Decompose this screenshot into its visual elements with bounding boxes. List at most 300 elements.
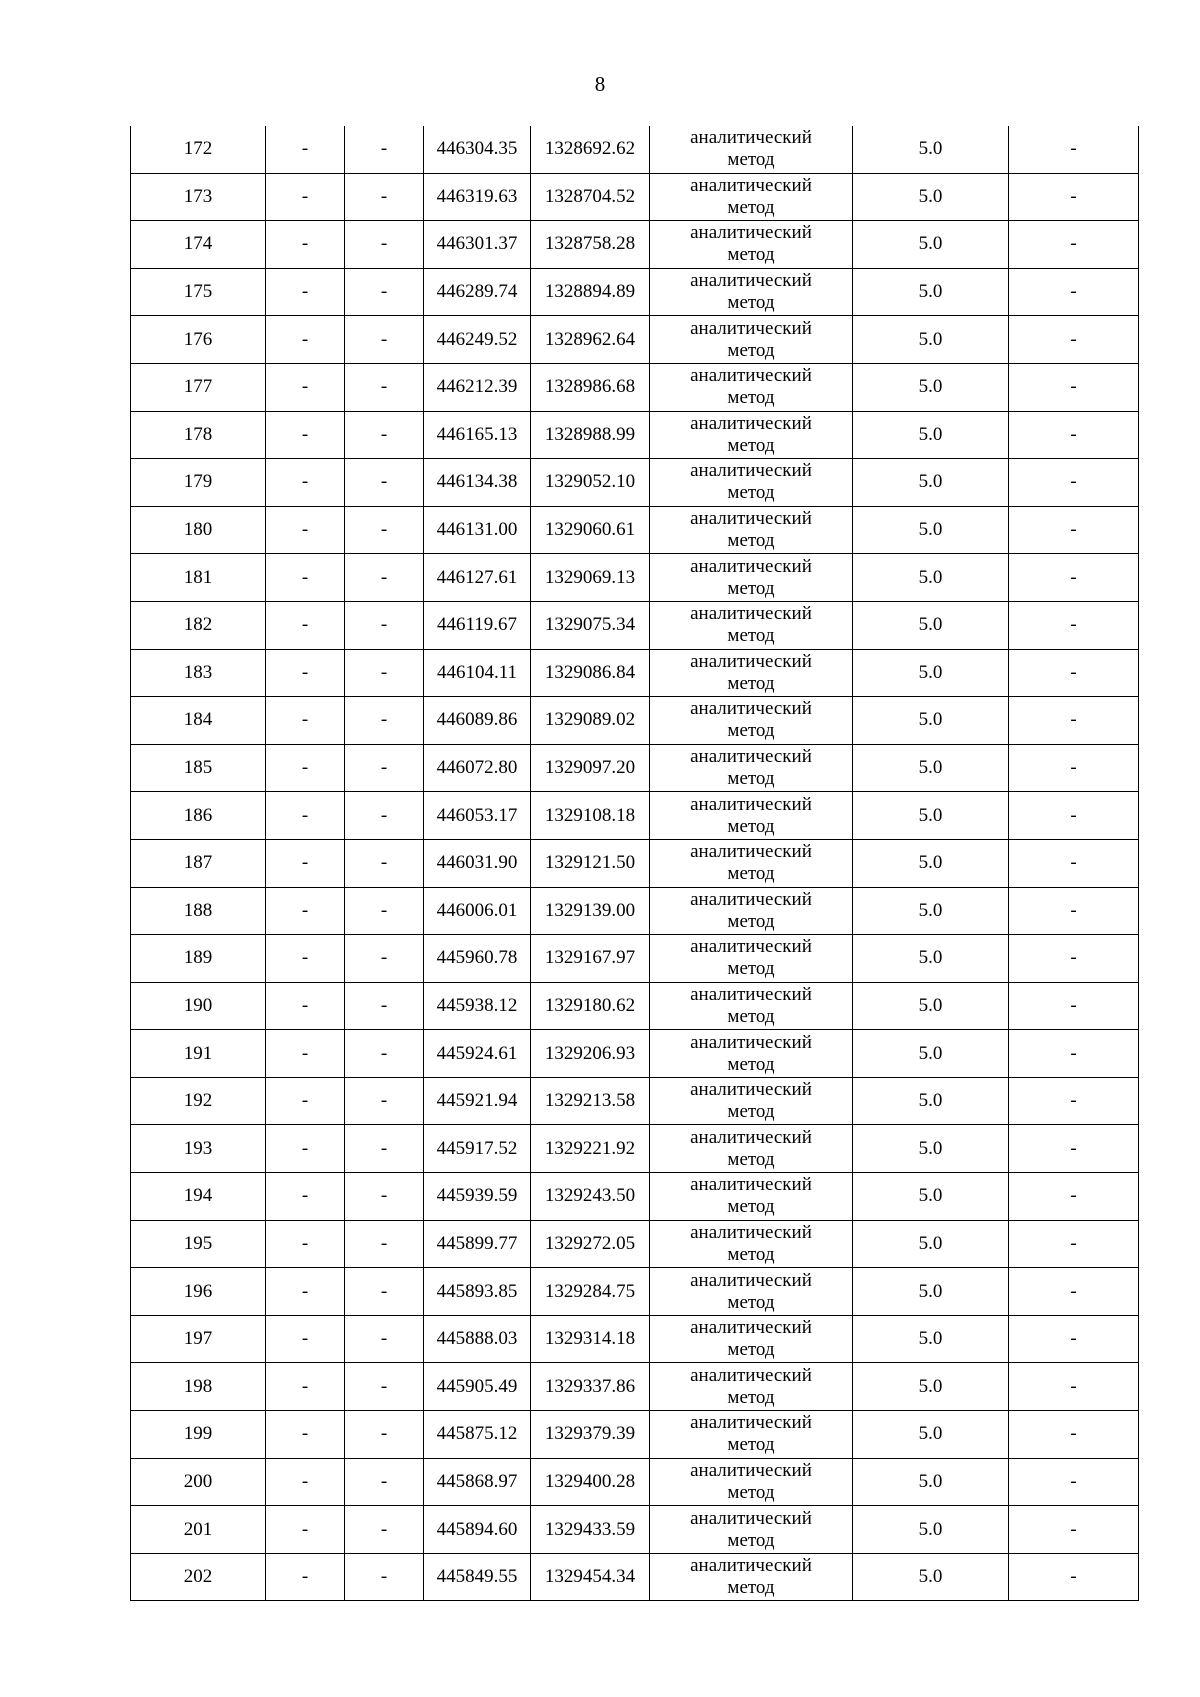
empty-value-cell: - <box>266 1363 345 1411</box>
accuracy-cell: 5.0 <box>853 1458 1009 1506</box>
accuracy-cell: 5.0 <box>853 1220 1009 1268</box>
table-row <box>131 744 1139 792</box>
y-coordinate-cell: 1328704.52 <box>531 173 650 221</box>
table-row <box>131 697 1139 745</box>
method-line: аналитический <box>690 317 812 339</box>
y-coordinate-cell: 1329433.59 <box>531 1506 650 1554</box>
point-number-cell: 175 <box>131 268 266 316</box>
empty-value-cell: - <box>345 173 424 221</box>
method-cell <box>650 554 853 602</box>
y-coordinate-cell: 1329379.39 <box>531 1411 650 1459</box>
note-cell: - <box>1009 839 1139 887</box>
x-coordinate-cell: 445894.60 <box>424 1506 531 1554</box>
method-line: аналитический <box>690 1221 812 1243</box>
point-number-cell: 200 <box>131 1458 266 1506</box>
empty-value-cell: - <box>345 935 424 983</box>
empty-value-cell: - <box>266 649 345 697</box>
y-coordinate-cell: 1329086.84 <box>531 649 650 697</box>
note-cell: - <box>1009 1315 1139 1363</box>
table-row <box>131 1220 1139 1268</box>
empty-value-cell: - <box>266 363 345 411</box>
note-cell: - <box>1009 1220 1139 1268</box>
y-coordinate-cell: 1328692.62 <box>531 126 650 173</box>
empty-value-cell: - <box>266 1125 345 1173</box>
method-line: метод <box>727 1434 775 1456</box>
method-line: метод <box>727 1196 775 1218</box>
note-cell: - <box>1009 1077 1139 1125</box>
x-coordinate-cell: 446131.00 <box>424 506 531 554</box>
y-coordinate-cell: 1328962.64 <box>531 316 650 364</box>
method-cell <box>650 744 853 792</box>
table-row <box>131 1363 1139 1411</box>
y-coordinate-cell: 1329337.86 <box>531 1363 650 1411</box>
point-number-cell: 184 <box>131 697 266 745</box>
table-row <box>131 126 1139 173</box>
method-cell <box>650 887 853 935</box>
empty-value-cell: - <box>266 1553 345 1601</box>
method-cell <box>650 1506 853 1554</box>
method-line: аналитический <box>690 270 812 292</box>
empty-value-cell: - <box>345 1173 424 1221</box>
accuracy-cell: 5.0 <box>853 1268 1009 1316</box>
note-cell: - <box>1009 459 1139 507</box>
method-line: аналитический <box>690 174 812 196</box>
method-line: аналитический <box>690 1555 812 1577</box>
point-number-cell: 180 <box>131 506 266 554</box>
x-coordinate-cell: 446289.74 <box>424 268 531 316</box>
method-cell <box>650 411 853 459</box>
table-row <box>131 1315 1139 1363</box>
method-line: метод <box>727 1577 775 1599</box>
point-number-cell: 198 <box>131 1363 266 1411</box>
accuracy-cell: 5.0 <box>853 411 1009 459</box>
table-row <box>131 411 1139 459</box>
accuracy-cell: 5.0 <box>853 221 1009 269</box>
empty-value-cell: - <box>345 1030 424 1078</box>
y-coordinate-cell: 1329089.02 <box>531 697 650 745</box>
note-cell: - <box>1009 1268 1139 1316</box>
table-row <box>131 601 1139 649</box>
note-cell: - <box>1009 601 1139 649</box>
empty-value-cell: - <box>266 221 345 269</box>
method-line: аналитический <box>690 1412 812 1434</box>
method-cell <box>650 1268 853 1316</box>
empty-value-cell: - <box>345 1125 424 1173</box>
accuracy-cell: 5.0 <box>853 363 1009 411</box>
method-line: аналитический <box>690 1126 812 1148</box>
x-coordinate-cell: 445921.94 <box>424 1077 531 1125</box>
accuracy-cell: 5.0 <box>853 459 1009 507</box>
method-line: аналитический <box>690 1317 812 1339</box>
empty-value-cell: - <box>345 887 424 935</box>
note-cell: - <box>1009 935 1139 983</box>
table-row <box>131 649 1139 697</box>
x-coordinate-cell: 445899.77 <box>424 1220 531 1268</box>
table-row <box>131 1125 1139 1173</box>
empty-value-cell: - <box>266 316 345 364</box>
empty-value-cell: - <box>345 649 424 697</box>
accuracy-cell: 5.0 <box>853 935 1009 983</box>
method-line: метод <box>727 1148 775 1170</box>
y-coordinate-cell: 1329221.92 <box>531 1125 650 1173</box>
table-row <box>131 1553 1139 1601</box>
method-line: аналитический <box>690 1174 812 1196</box>
point-number-cell: 178 <box>131 411 266 459</box>
table-row <box>131 554 1139 602</box>
empty-value-cell: - <box>266 601 345 649</box>
point-number-cell: 193 <box>131 1125 266 1173</box>
accuracy-cell: 5.0 <box>853 1173 1009 1221</box>
method-line: аналитический <box>690 555 812 577</box>
empty-value-cell: - <box>345 1077 424 1125</box>
y-coordinate-cell: 1329454.34 <box>531 1553 650 1601</box>
method-line: аналитический <box>690 1031 812 1053</box>
point-number-cell: 191 <box>131 1030 266 1078</box>
empty-value-cell: - <box>266 268 345 316</box>
point-number-cell: 197 <box>131 1315 266 1363</box>
method-line: метод <box>727 339 775 361</box>
x-coordinate-cell: 446165.13 <box>424 411 531 459</box>
table-row <box>131 1458 1139 1506</box>
method-line: аналитический <box>690 983 812 1005</box>
empty-value-cell: - <box>266 411 345 459</box>
table-row <box>131 887 1139 935</box>
empty-value-cell: - <box>345 316 424 364</box>
accuracy-cell: 5.0 <box>853 697 1009 745</box>
method-cell <box>650 1220 853 1268</box>
method-line: метод <box>727 720 775 742</box>
note-cell: - <box>1009 411 1139 459</box>
note-cell: - <box>1009 1173 1139 1221</box>
x-coordinate-cell: 445893.85 <box>424 1268 531 1316</box>
method-line: метод <box>727 1529 775 1551</box>
empty-value-cell: - <box>345 792 424 840</box>
y-coordinate-cell: 1329097.20 <box>531 744 650 792</box>
empty-value-cell: - <box>345 1363 424 1411</box>
method-line: метод <box>727 577 775 599</box>
method-cell <box>650 1553 853 1601</box>
x-coordinate-cell: 446072.80 <box>424 744 531 792</box>
method-cell <box>650 649 853 697</box>
method-cell <box>650 792 853 840</box>
empty-value-cell: - <box>345 744 424 792</box>
method-line: метод <box>727 387 775 409</box>
y-coordinate-cell: 1329167.97 <box>531 935 650 983</box>
point-number-cell: 182 <box>131 601 266 649</box>
y-coordinate-cell: 1329069.13 <box>531 554 650 602</box>
point-number-cell: 187 <box>131 839 266 887</box>
empty-value-cell: - <box>345 839 424 887</box>
method-line: метод <box>727 672 775 694</box>
accuracy-cell: 5.0 <box>853 744 1009 792</box>
empty-value-cell: - <box>266 1220 345 1268</box>
x-coordinate-cell: 446006.01 <box>424 887 531 935</box>
method-cell <box>650 1125 853 1173</box>
y-coordinate-cell: 1329108.18 <box>531 792 650 840</box>
method-line: метод <box>727 149 775 171</box>
method-cell <box>650 268 853 316</box>
method-line: аналитический <box>690 603 812 625</box>
empty-value-cell: - <box>345 459 424 507</box>
y-coordinate-cell: 1328758.28 <box>531 221 650 269</box>
method-cell <box>650 1030 853 1078</box>
method-cell <box>650 506 853 554</box>
x-coordinate-cell: 446212.39 <box>424 363 531 411</box>
accuracy-cell: 5.0 <box>853 1030 1009 1078</box>
method-line: аналитический <box>690 793 812 815</box>
method-cell <box>650 1363 853 1411</box>
y-coordinate-cell: 1328988.99 <box>531 411 650 459</box>
x-coordinate-cell: 446119.67 <box>424 601 531 649</box>
x-coordinate-cell: 445849.55 <box>424 1553 531 1601</box>
method-cell <box>650 601 853 649</box>
empty-value-cell: - <box>266 1315 345 1363</box>
table-row <box>131 839 1139 887</box>
method-line: аналитический <box>690 1507 812 1529</box>
method-line: аналитический <box>690 1459 812 1481</box>
empty-value-cell: - <box>345 697 424 745</box>
note-cell: - <box>1009 697 1139 745</box>
method-cell <box>650 126 853 173</box>
note-cell: - <box>1009 1506 1139 1554</box>
x-coordinate-cell: 445938.12 <box>424 982 531 1030</box>
note-cell: - <box>1009 1411 1139 1459</box>
note-cell: - <box>1009 268 1139 316</box>
accuracy-cell: 5.0 <box>853 173 1009 221</box>
method-cell <box>650 1077 853 1125</box>
empty-value-cell: - <box>266 1411 345 1459</box>
method-line: метод <box>727 244 775 266</box>
x-coordinate-cell: 446104.11 <box>424 649 531 697</box>
point-number-cell: 177 <box>131 363 266 411</box>
point-number-cell: 172 <box>131 126 266 173</box>
note-cell: - <box>1009 126 1139 173</box>
empty-value-cell: - <box>345 554 424 602</box>
note-cell: - <box>1009 506 1139 554</box>
coordinates-table-body <box>131 126 1139 1601</box>
point-number-cell: 185 <box>131 744 266 792</box>
note-cell: - <box>1009 363 1139 411</box>
method-line: метод <box>727 482 775 504</box>
empty-value-cell: - <box>266 1506 345 1554</box>
method-line: метод <box>727 1481 775 1503</box>
accuracy-cell: 5.0 <box>853 887 1009 935</box>
method-line: метод <box>727 815 775 837</box>
x-coordinate-cell: 446304.35 <box>424 126 531 173</box>
method-line: метод <box>727 1101 775 1123</box>
method-line: метод <box>727 196 775 218</box>
note-cell: - <box>1009 887 1139 935</box>
point-number-cell: 188 <box>131 887 266 935</box>
point-number-cell: 189 <box>131 935 266 983</box>
empty-value-cell: - <box>266 1030 345 1078</box>
method-line: аналитический <box>690 1364 812 1386</box>
method-cell <box>650 221 853 269</box>
x-coordinate-cell: 445905.49 <box>424 1363 531 1411</box>
x-coordinate-cell: 445939.59 <box>424 1173 531 1221</box>
table-row <box>131 363 1139 411</box>
empty-value-cell: - <box>266 173 345 221</box>
method-line: метод <box>727 1005 775 1027</box>
table-row <box>131 221 1139 269</box>
method-line: метод <box>727 1053 775 1075</box>
table-row <box>131 1173 1139 1221</box>
method-line: метод <box>727 958 775 980</box>
note-cell: - <box>1009 1553 1139 1601</box>
accuracy-cell: 5.0 <box>853 1125 1009 1173</box>
y-coordinate-cell: 1329075.34 <box>531 601 650 649</box>
method-line: аналитический <box>690 1269 812 1291</box>
point-number-cell: 176 <box>131 316 266 364</box>
method-line: аналитический <box>690 127 812 149</box>
method-line: аналитический <box>690 412 812 434</box>
x-coordinate-cell: 445917.52 <box>424 1125 531 1173</box>
empty-value-cell: - <box>345 601 424 649</box>
note-cell: - <box>1009 1030 1139 1078</box>
y-coordinate-cell: 1329400.28 <box>531 1458 650 1506</box>
method-line: аналитический <box>690 936 812 958</box>
table-row <box>131 173 1139 221</box>
x-coordinate-cell: 446053.17 <box>424 792 531 840</box>
empty-value-cell: - <box>345 982 424 1030</box>
x-coordinate-cell: 445924.61 <box>424 1030 531 1078</box>
empty-value-cell: - <box>266 1077 345 1125</box>
x-coordinate-cell: 446301.37 <box>424 221 531 269</box>
y-coordinate-cell: 1328894.89 <box>531 268 650 316</box>
x-coordinate-cell: 446127.61 <box>424 554 531 602</box>
method-cell <box>650 697 853 745</box>
empty-value-cell: - <box>266 554 345 602</box>
empty-value-cell: - <box>345 1553 424 1601</box>
table-row <box>131 506 1139 554</box>
method-line: аналитический <box>690 1079 812 1101</box>
point-number-cell: 199 <box>131 1411 266 1459</box>
table-row <box>131 935 1139 983</box>
method-line: метод <box>727 1339 775 1361</box>
method-line: аналитический <box>690 888 812 910</box>
accuracy-cell: 5.0 <box>853 1411 1009 1459</box>
method-line: метод <box>727 1243 775 1265</box>
empty-value-cell: - <box>345 1458 424 1506</box>
page-number: 8 <box>594 72 606 96</box>
method-line: аналитический <box>690 841 812 863</box>
method-line: аналитический <box>690 508 812 530</box>
table-row <box>131 1030 1139 1078</box>
accuracy-cell: 5.0 <box>853 1315 1009 1363</box>
empty-value-cell: - <box>266 792 345 840</box>
accuracy-cell: 5.0 <box>853 554 1009 602</box>
empty-value-cell: - <box>345 1268 424 1316</box>
empty-value-cell: - <box>266 744 345 792</box>
point-number-cell: 196 <box>131 1268 266 1316</box>
y-coordinate-cell: 1329243.50 <box>531 1173 650 1221</box>
point-number-cell: 192 <box>131 1077 266 1125</box>
empty-value-cell: - <box>266 1173 345 1221</box>
x-coordinate-cell: 445888.03 <box>424 1315 531 1363</box>
table-row <box>131 792 1139 840</box>
x-coordinate-cell: 446134.38 <box>424 459 531 507</box>
method-line: аналитический <box>690 746 812 768</box>
point-number-cell: 201 <box>131 1506 266 1554</box>
accuracy-cell: 5.0 <box>853 126 1009 173</box>
accuracy-cell: 5.0 <box>853 792 1009 840</box>
method-line: аналитический <box>690 222 812 244</box>
accuracy-cell: 5.0 <box>853 316 1009 364</box>
y-coordinate-cell: 1329206.93 <box>531 1030 650 1078</box>
empty-value-cell: - <box>266 697 345 745</box>
y-coordinate-cell: 1329121.50 <box>531 839 650 887</box>
table-row <box>131 268 1139 316</box>
coordinates-table <box>130 126 1139 1601</box>
y-coordinate-cell: 1329284.75 <box>531 1268 650 1316</box>
method-line: метод <box>727 768 775 790</box>
y-coordinate-cell: 1329272.05 <box>531 1220 650 1268</box>
note-cell: - <box>1009 554 1139 602</box>
method-line: метод <box>727 910 775 932</box>
x-coordinate-cell: 445868.97 <box>424 1458 531 1506</box>
point-number-cell: 194 <box>131 1173 266 1221</box>
empty-value-cell: - <box>345 1220 424 1268</box>
accuracy-cell: 5.0 <box>853 268 1009 316</box>
accuracy-cell: 5.0 <box>853 601 1009 649</box>
accuracy-cell: 5.0 <box>853 1077 1009 1125</box>
note-cell: - <box>1009 1458 1139 1506</box>
accuracy-cell: 5.0 <box>853 506 1009 554</box>
note-cell: - <box>1009 1363 1139 1411</box>
note-cell: - <box>1009 1125 1139 1173</box>
method-line: аналитический <box>690 460 812 482</box>
method-line: метод <box>727 530 775 552</box>
empty-value-cell: - <box>266 935 345 983</box>
y-coordinate-cell: 1329180.62 <box>531 982 650 1030</box>
accuracy-cell: 5.0 <box>853 1363 1009 1411</box>
accuracy-cell: 5.0 <box>853 649 1009 697</box>
x-coordinate-cell: 446089.86 <box>424 697 531 745</box>
note-cell: - <box>1009 744 1139 792</box>
table-row <box>131 459 1139 507</box>
point-number-cell: 181 <box>131 554 266 602</box>
method-line: метод <box>727 1291 775 1313</box>
note-cell: - <box>1009 221 1139 269</box>
note-cell: - <box>1009 649 1139 697</box>
point-number-cell: 183 <box>131 649 266 697</box>
empty-value-cell: - <box>345 126 424 173</box>
note-cell: - <box>1009 316 1139 364</box>
method-cell <box>650 1458 853 1506</box>
empty-value-cell: - <box>266 126 345 173</box>
table-row <box>131 1506 1139 1554</box>
method-line: метод <box>727 625 775 647</box>
empty-value-cell: - <box>266 839 345 887</box>
method-cell <box>650 173 853 221</box>
accuracy-cell: 5.0 <box>853 839 1009 887</box>
y-coordinate-cell: 1329213.58 <box>531 1077 650 1125</box>
method-line: метод <box>727 863 775 885</box>
method-cell <box>650 459 853 507</box>
table-row <box>131 1077 1139 1125</box>
x-coordinate-cell: 446319.63 <box>424 173 531 221</box>
point-number-cell: 179 <box>131 459 266 507</box>
method-line: аналитический <box>690 698 812 720</box>
x-coordinate-cell: 446249.52 <box>424 316 531 364</box>
x-coordinate-cell: 445875.12 <box>424 1411 531 1459</box>
method-line: аналитический <box>690 650 812 672</box>
method-line: метод <box>727 292 775 314</box>
empty-value-cell: - <box>266 506 345 554</box>
empty-value-cell: - <box>345 268 424 316</box>
method-cell <box>650 935 853 983</box>
y-coordinate-cell: 1329052.10 <box>531 459 650 507</box>
